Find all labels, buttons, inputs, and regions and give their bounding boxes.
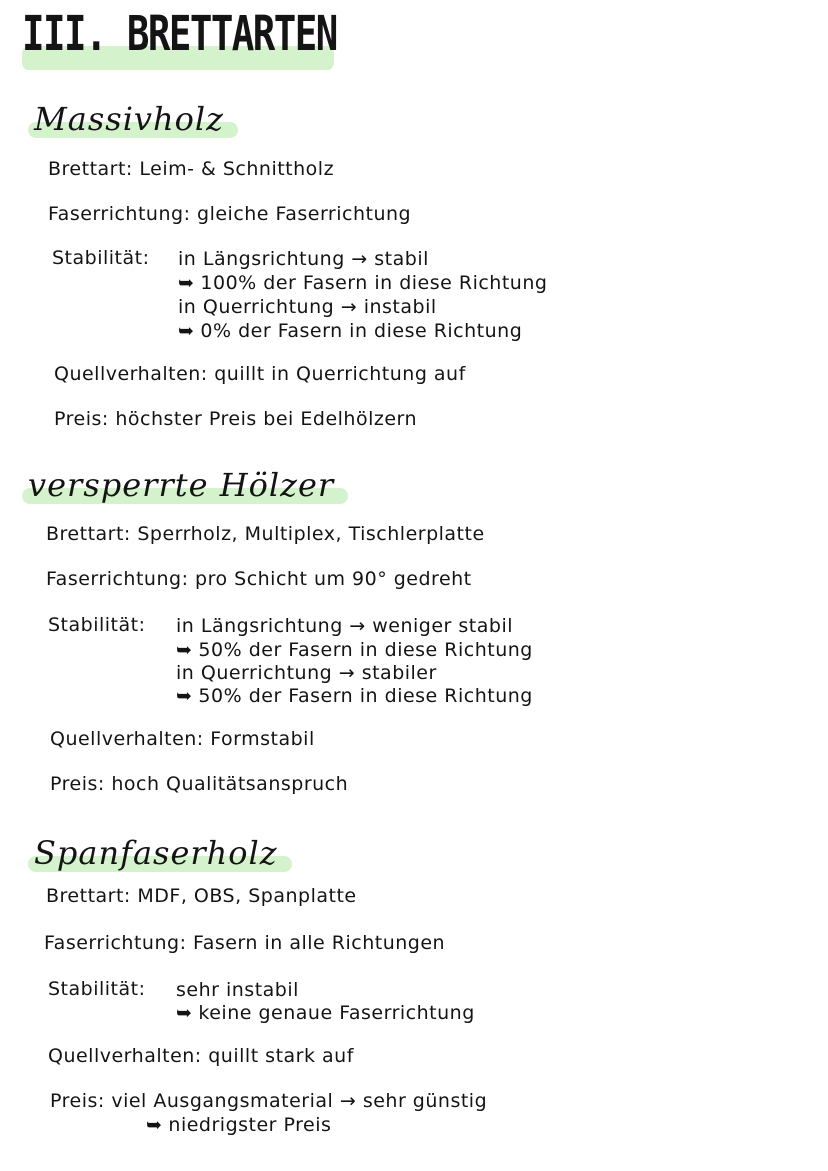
arrow-icon: ➥ [146,1114,163,1136]
value: Formstabil [210,728,315,750]
value: quillt stark auf [208,1045,354,1067]
label: Quellverhalten: [50,728,204,750]
label: Brettart: [48,158,133,180]
massivholz-brettart [48,158,334,180]
section-heading-massivholz [34,100,224,138]
label: Quellverhalten: [48,1045,202,1067]
versperrte-faserrichtung [46,568,472,590]
massivholz-stabilitaet-line-1: in Längsrichtung → stabil [178,248,429,270]
massivholz-stabilitaet-label: Stabilität: [52,247,150,269]
spanfaserholz-brettart [46,885,357,907]
line-text: 50% der Fasern in diese Richtung [198,685,533,707]
page-title-text: III. BRETTARTEN [22,6,337,62]
spanfaserholz-stabilitaet-label: Stabilität: [48,978,146,1000]
spanfaserholz-preis [50,1090,487,1112]
label: Preis: [50,1090,105,1112]
section-heading-spanfaserholz [34,834,278,872]
heading-text: Massivholz [34,100,224,138]
value: quillt in Querrichtung auf [214,363,466,385]
line-text: keine genaue Faserrichtung [198,1002,475,1024]
heading-text: versperrte Hölzer [28,466,335,504]
versperrte-brettart [46,523,485,545]
versperrte-stabilitaet-line-1: in Längsrichtung → weniger stabil [176,615,514,637]
value: MDF, OBS, Spanplatte [137,885,357,907]
versperrte-quellverhalten [50,728,315,750]
line-text: 100% der Fasern in diese Richtung [200,272,548,294]
spanfaserholz-faserrichtung [44,932,445,954]
massivholz-preis [54,408,417,430]
massivholz-faserrichtung [48,203,411,225]
label: Faserrichtung: [48,203,191,225]
value: hoch Qualitätsanspruch [111,773,349,795]
label: Faserrichtung: [44,932,187,954]
value: Leim- & Schnittholz [139,158,335,180]
value: viel Ausgangsmaterial → sehr günstig [111,1090,488,1112]
line-text: 0% der Fasern in diese Richtung [200,320,523,342]
label: Preis: [54,408,109,430]
line-text: 50% der Fasern in diese Richtung [198,639,533,661]
versperrte-preis [50,773,348,795]
spanfaserholz-quellverhalten [48,1045,354,1067]
massivholz-stabilitaet-line-3: in Querrichtung → instabil [178,296,437,318]
label: Faserrichtung: [46,568,189,590]
label: Brettart: [46,885,131,907]
versperrte-stabilitaet-line-3: in Querrichtung → stabiler [176,662,437,684]
arrow-icon: ➥ [176,685,193,707]
heading-text: Spanfaserholz [34,834,278,872]
massivholz-stabilitaet-line-4 [178,320,522,342]
page-title [22,6,337,62]
label: Preis: [50,773,105,795]
value: höchster Preis bei Edelhölzern [115,408,418,430]
arrow-icon: ➥ [178,272,195,294]
label: Brettart: [46,523,131,545]
line-text: niedrigster Preis [168,1114,332,1136]
spanfaserholz-preis-sub [146,1114,331,1136]
value: gleiche Faserrichtung [197,203,412,225]
spanfaserholz-stabilitaet-line-1: sehr instabil [176,979,299,1001]
spanfaserholz-stabilitaet-line-2 [176,1002,475,1024]
arrow-icon: ➥ [176,639,193,661]
versperrte-stabilitaet-line-2 [176,639,533,661]
versperrte-stabilitaet-label: Stabilität: [48,614,146,636]
arrow-icon: ➥ [176,1002,193,1024]
versperrte-stabilitaet-line-4 [176,685,533,707]
section-heading-versperrte-hoelzer [28,466,334,504]
arrow-icon: ➥ [178,320,195,342]
value: pro Schicht um 90° gedreht [195,568,472,590]
massivholz-quellverhalten [54,363,466,385]
value: Fasern in alle Richtungen [193,932,446,954]
label: Quellverhalten: [54,363,208,385]
massivholz-stabilitaet-line-2 [178,272,547,294]
value: Sperrholz, Multiplex, Tischlerplatte [137,523,485,545]
